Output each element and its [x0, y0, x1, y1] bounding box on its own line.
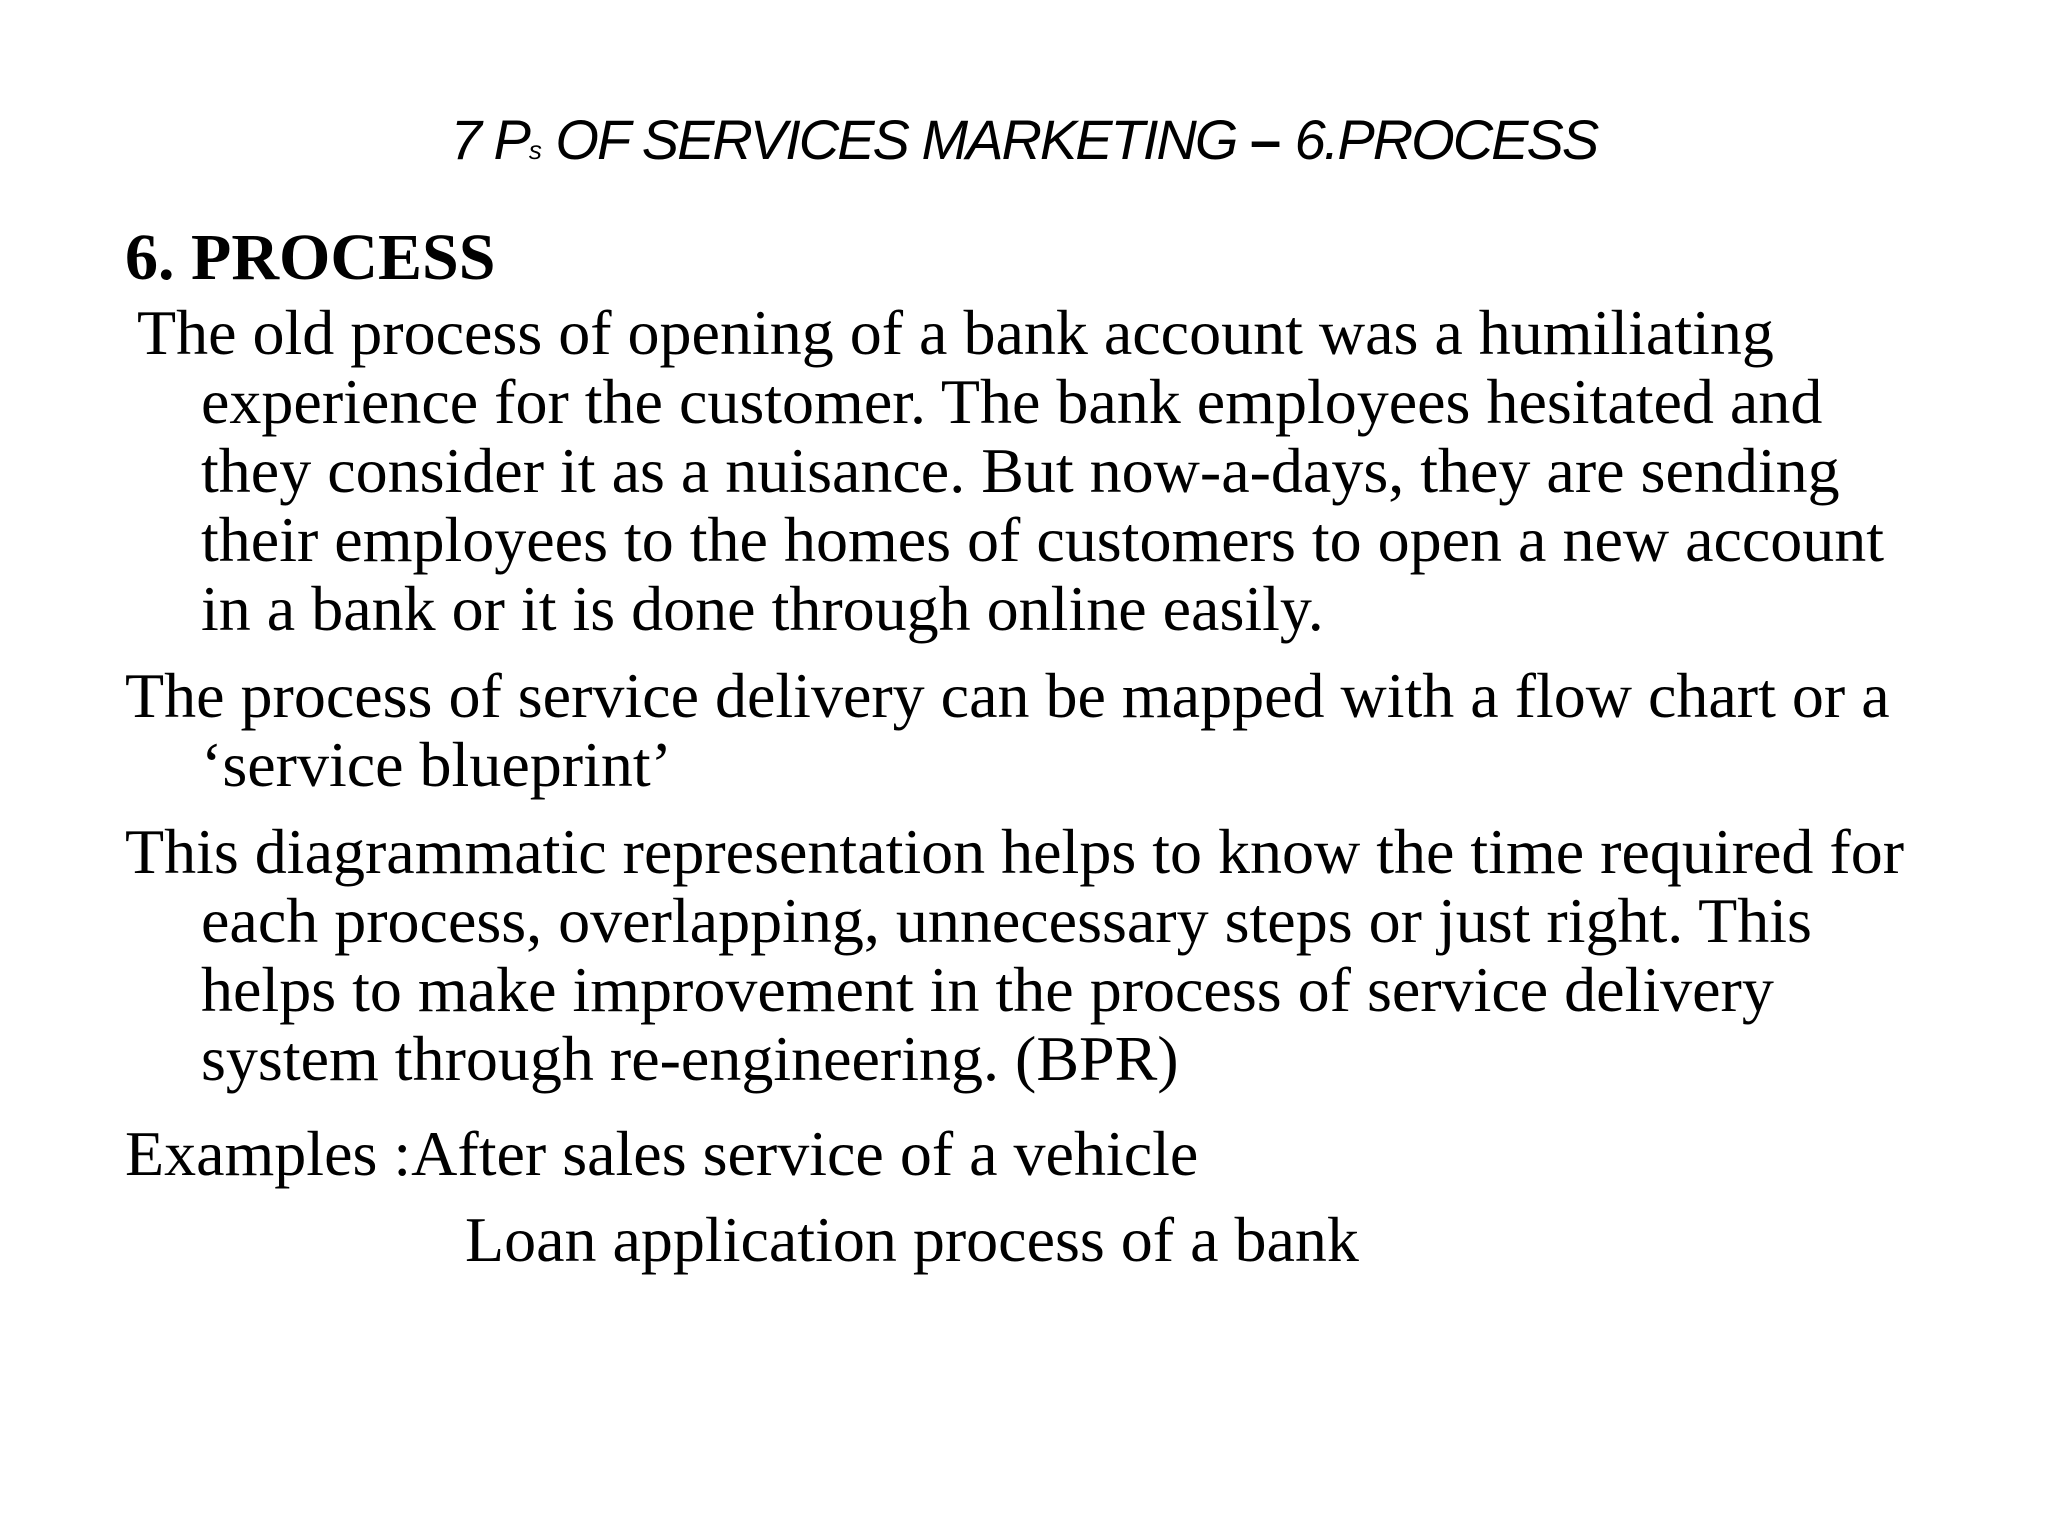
slide-title	[0, 104, 2048, 186]
slide-body	[125, 218, 1945, 1283]
example-row	[125, 1197, 1945, 1283]
title-dash: –	[1249, 108, 1282, 171]
paragraph-old-process: The old process of opening of a bank account was a humiliating experience for the customer. The bank employees hesitated and they consider it as a nuisance. But now-a-days, they are sending their employees to the homes of customers to open a new account in a bank or it is done through online easily.	[137, 297, 1885, 644]
title-suffix: 6.PROCESS	[1281, 108, 1598, 171]
example-item: Loan application process of a bank	[465, 1204, 1359, 1275]
examples-block	[125, 1111, 1945, 1283]
section-heading: 6. PROCESS	[125, 221, 496, 294]
example-item: After sales service of a vehicle	[411, 1118, 1199, 1189]
paragraph-service-blueprint: The process of service delivery can be mapped with a flow chart or a ‘service blueprint’	[125, 660, 1890, 800]
title-prefix: 7 P	[450, 108, 529, 171]
title-subscript: s	[528, 135, 542, 165]
examples-label: Examples :	[125, 1118, 412, 1189]
paragraph-diagrammatic-representation: This diagrammatic representation helps to know the time required for each process, overlapping, unnecessary steps or just right. This helps to make improvement in the process of service delivery system through re-engineering. (BPR)	[125, 816, 1904, 1094]
example-row	[125, 1111, 1945, 1197]
title-main: OF SERVICES MARKETING	[541, 108, 1250, 171]
